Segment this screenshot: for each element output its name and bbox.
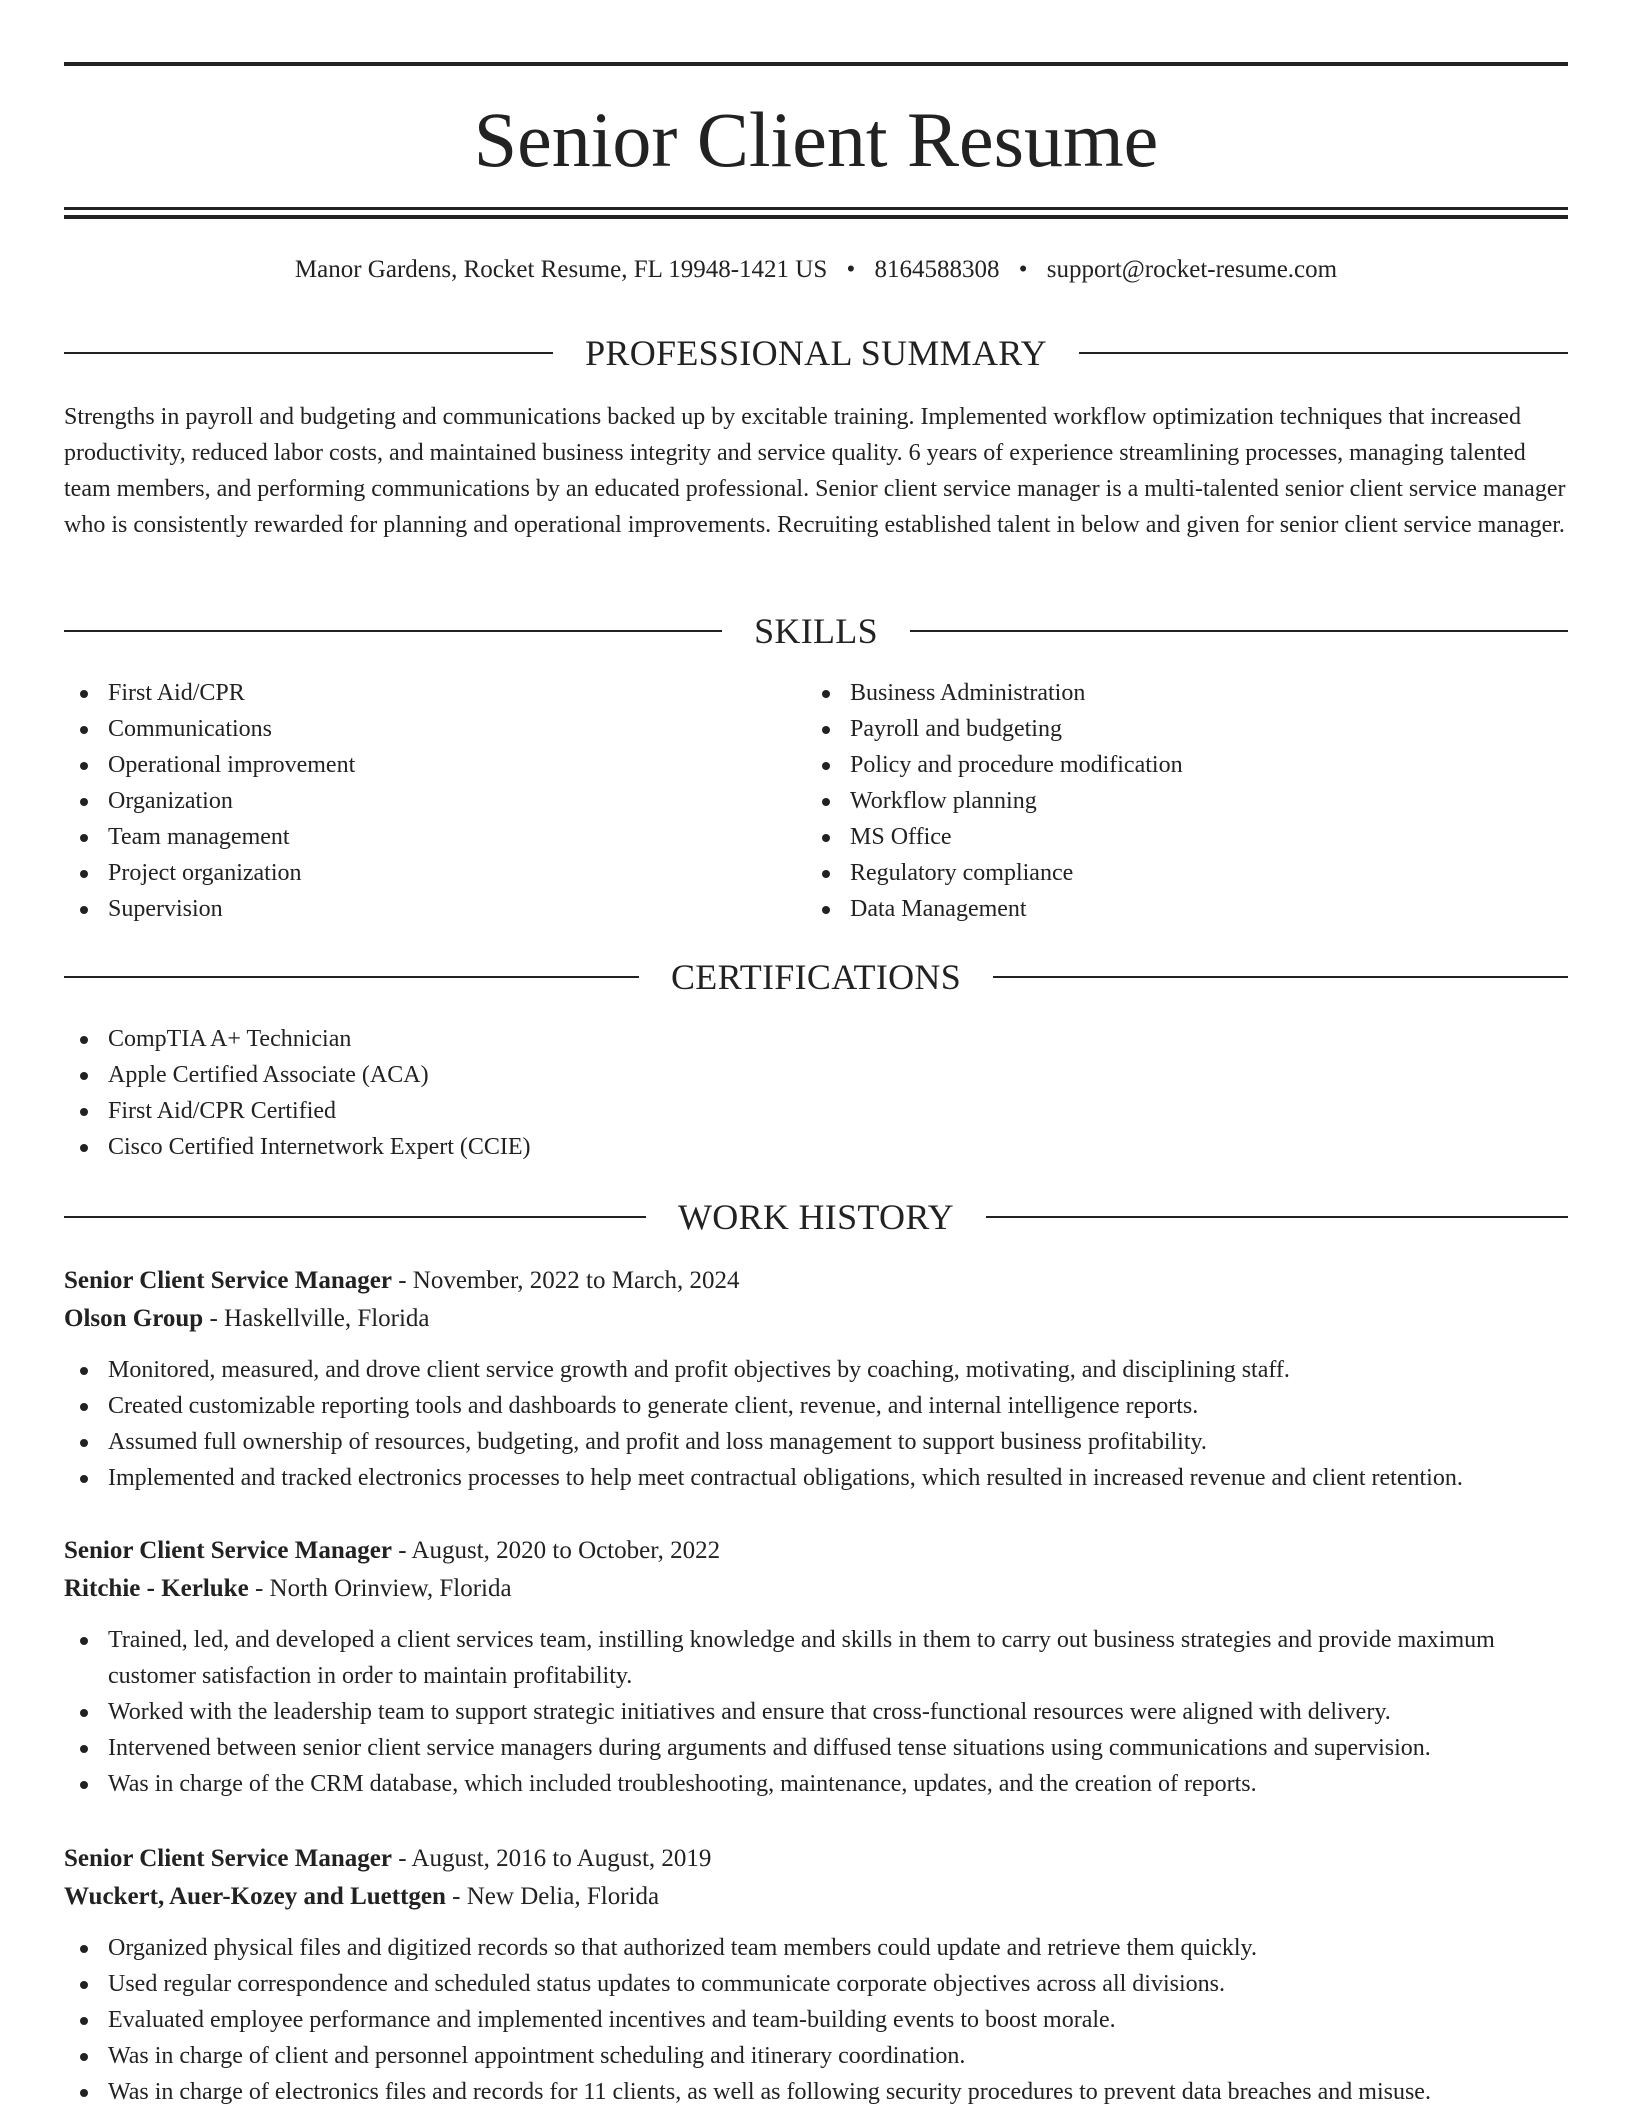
skill-item	[806, 747, 1568, 783]
job-company: Ritchie - Kerluke	[64, 1575, 249, 1602]
contact-line	[64, 252, 1568, 288]
skill-label: MS Office	[850, 824, 952, 850]
job-bullet-text: Was in charge of client and personnel appointment scheduling and itinerary coordination.	[108, 2043, 966, 2069]
bullet-dot	[80, 1403, 88, 1411]
certification-label: CompTIA A+ Technician	[108, 1026, 352, 1052]
section-rule-left	[64, 1216, 646, 1218]
job-bullet	[64, 1766, 1568, 1802]
job-bullet-text: Created customizable reporting tools and dashboards to generate client, revenue, and internal intelligence reports.	[108, 1393, 1199, 1419]
job-bullet-text: Worked with the leadership team to support strategic initiatives and ensure that cross-functional resources were aligned with delivery.	[108, 1699, 1391, 1725]
skill-item	[64, 783, 806, 819]
bullet-dot	[80, 870, 88, 878]
skill-label: Team management	[108, 824, 290, 850]
job-title-line	[64, 1840, 1568, 1878]
job-company-line	[64, 1300, 1568, 1338]
skill-item	[806, 711, 1568, 747]
top-rule	[64, 62, 1568, 66]
job-bullet-text: Was in charge of electronics files and records for 11 clients, as well as following security procedures to prevent data breaches and misuse.	[108, 2079, 1431, 2105]
job-bullet-text: Implemented and tracked electronics processes to help meet contractual obligations, which resulted in increased revenue and client retention.	[108, 1465, 1463, 1491]
contact-address: Manor Gardens, Rocket Resume, FL 19948-1421 US	[294, 256, 828, 283]
job-bullet	[64, 2074, 1568, 2110]
skills-list-left	[64, 675, 806, 927]
job-dates: - November, 2022 to March, 2024	[391, 1267, 740, 1294]
certification-label: Cisco Certified Internetwork Expert (CCIE)	[108, 1134, 531, 1160]
skill-label: First Aid/CPR	[108, 680, 245, 706]
section-title-skills: SKILLS	[754, 611, 878, 651]
job-dates: - August, 2020 to October, 2022	[391, 1537, 721, 1564]
bullet-dot	[80, 1439, 88, 1447]
job-bullet-text: Organized physical files and digitized records so that authorized team members could update and retrieve them quickly.	[108, 1935, 1257, 1961]
job-bullet-text: Used regular correspondence and scheduled status updates to communicate corporate objectives across all divisions.	[108, 1971, 1225, 1997]
section-rule-left	[64, 976, 639, 978]
bullet-dot	[80, 1945, 88, 1953]
bullet-dot	[822, 726, 830, 734]
section-rule-right	[993, 976, 1568, 978]
skill-label: Payroll and budgeting	[850, 716, 1062, 742]
job-bullet	[64, 1424, 1568, 1460]
section-header-skills	[64, 609, 1568, 653]
job-location: - New Delia, Florida	[445, 1883, 660, 1910]
skill-item	[806, 855, 1568, 891]
section-title-summary: PROFESSIONAL SUMMARY	[585, 333, 1047, 373]
bullet-dot	[80, 1637, 88, 1645]
bullet-dot	[80, 1745, 88, 1753]
job-bullet	[64, 1388, 1568, 1424]
section-header-summary	[64, 331, 1568, 375]
job-bullet	[64, 2002, 1568, 2038]
certification-item	[64, 1021, 1568, 1057]
bullet-dot	[822, 906, 830, 914]
bullet-dot	[80, 762, 88, 770]
job-dates: - August, 2016 to August, 2019	[391, 1845, 712, 1872]
bullet-dot	[822, 834, 830, 842]
bullet-dot	[80, 1475, 88, 1483]
skill-item	[806, 675, 1568, 711]
contact-separator: •	[1018, 256, 1028, 283]
section-header-work-history	[64, 1195, 1568, 1239]
job-company: Wuckert, Auer-Kozey and Luettgen	[64, 1883, 446, 1910]
job-entry	[64, 1532, 1568, 1802]
skill-item	[64, 747, 806, 783]
job-bullet-text: Evaluated employee performance and implemented incentives and team-building events to boost morale.	[108, 2007, 1116, 2033]
bullet-dot	[80, 726, 88, 734]
job-bullet-text: Was in charge of the CRM database, which included troubleshooting, maintenance, updates, and the creation of reports.	[108, 1771, 1257, 1797]
skill-item	[64, 819, 806, 855]
bullet-dot	[80, 1981, 88, 1989]
bullet-dot	[80, 1072, 88, 1080]
certification-item	[64, 1057, 1568, 1093]
certification-item	[64, 1093, 1568, 1129]
bullet-dot	[80, 798, 88, 806]
bullet-dot	[80, 1036, 88, 1044]
certifications-list	[64, 1021, 1568, 1165]
bullet-dot	[80, 1367, 88, 1375]
job-entry	[64, 1262, 1568, 1496]
skill-item	[806, 891, 1568, 927]
skill-label: Regulatory compliance	[850, 860, 1074, 886]
skill-item	[806, 819, 1568, 855]
section-rule-right	[986, 1216, 1568, 1218]
job-bullet	[64, 1352, 1568, 1388]
bullet-dot	[80, 1144, 88, 1152]
job-bullets	[64, 1930, 1568, 2110]
job-bullet	[64, 2038, 1568, 2074]
bullet-dot	[80, 906, 88, 914]
job-bullet	[64, 1460, 1568, 1496]
job-company-line	[64, 1570, 1568, 1608]
section-rule-right	[910, 630, 1568, 632]
contact-phone: 8164588308	[874, 256, 1000, 283]
skill-label: Business Administration	[850, 680, 1086, 706]
job-bullet	[64, 1730, 1568, 1766]
bullet-dot	[80, 834, 88, 842]
contact-email[interactable]: support@rocket-resume.com	[1046, 256, 1338, 283]
skill-item	[64, 891, 806, 927]
bullet-dot	[822, 690, 830, 698]
job-bullet-text: Monitored, measured, and drove client service growth and profit objectives by coaching, motivating, and disciplining staff.	[108, 1357, 1290, 1383]
skill-item	[806, 783, 1568, 819]
summary-paragraph: Strengths in payroll and budgeting and communications backed up by excitable training. Implemented workflow optimization techniques that increased productivity, reduced labor costs, and maintained business integrity and service quality. 6 years of experience streamlining processes, managing talented team members, and performing communications by an educated professional. Senior client service manager is a multi-talented senior client service manager who is consistently rewarded for planning and operational improvements. Recruiting established talent in below and given for senior client service manager.	[64, 404, 1566, 538]
certification-item	[64, 1129, 1568, 1165]
job-bullets	[64, 1622, 1568, 1802]
section-header-certifications	[64, 955, 1568, 999]
job-title: Senior Client Service Manager	[64, 1537, 392, 1564]
job-bullet-text: Trained, led, and developed a client services team, instilling knowledge and skills in them to carry out business strategies and provide maximum customer satisfaction in order to maintain profitability.	[108, 1627, 1495, 1689]
job-company: Olson Group	[64, 1305, 204, 1332]
certification-label: Apple Certified Associate (ACA)	[108, 1062, 429, 1088]
section-rule-left	[64, 352, 553, 354]
resume-title: Senior Client Resume	[473, 96, 1159, 183]
bullet-dot	[822, 798, 830, 806]
job-company-line	[64, 1878, 1568, 1916]
job-title: Senior Client Service Manager	[64, 1267, 392, 1294]
job-bullet	[64, 1694, 1568, 1730]
bullet-dot	[822, 762, 830, 770]
job-bullets	[64, 1352, 1568, 1496]
job-bullet	[64, 1930, 1568, 1966]
certification-label: First Aid/CPR Certified	[108, 1098, 337, 1124]
section-rule-right	[1079, 352, 1568, 354]
bullet-dot	[80, 2053, 88, 2061]
skill-label: Policy and procedure modification	[850, 752, 1183, 778]
skill-label: Operational improvement	[108, 752, 356, 778]
skill-label: Supervision	[108, 896, 223, 922]
section-title-work-history: WORK HISTORY	[678, 1197, 954, 1237]
contact-separator: •	[846, 256, 856, 283]
job-title-line	[64, 1262, 1568, 1300]
section-title-certifications: CERTIFICATIONS	[670, 957, 962, 997]
job-bullet-text: Intervened between senior client service managers during arguments and diffused tense situations using communications and supervision.	[108, 1735, 1431, 1761]
job-location: - Haskellville, Florida	[203, 1305, 430, 1332]
skill-label: Project organization	[108, 860, 302, 886]
bullet-dot	[80, 1781, 88, 1789]
skill-label: Communications	[108, 716, 272, 742]
title-rule-upper	[64, 207, 1568, 210]
skill-label: Workflow planning	[850, 788, 1037, 814]
job-title-line	[64, 1532, 1568, 1570]
section-rule-left	[64, 630, 722, 632]
job-bullet	[64, 1622, 1568, 1694]
skill-item	[64, 675, 806, 711]
job-entry	[64, 1840, 1568, 2110]
skill-label: Data Management	[850, 896, 1027, 922]
bullet-dot	[822, 870, 830, 878]
title-rule-lower	[64, 215, 1568, 219]
skill-item	[64, 855, 806, 891]
job-bullet	[64, 1966, 1568, 2002]
skills-list-right	[806, 675, 1568, 927]
bullet-dot	[80, 1709, 88, 1717]
job-bullet-text: Assumed full ownership of resources, budgeting, and profit and loss management to support business profitability.	[108, 1429, 1207, 1455]
bullet-dot	[80, 1108, 88, 1116]
bullet-dot	[80, 2089, 88, 2097]
bullet-dot	[80, 690, 88, 698]
skill-label: Organization	[108, 788, 233, 814]
bullet-dot	[80, 2017, 88, 2025]
skill-item	[64, 711, 806, 747]
job-location: - North Orinview, Florida	[248, 1575, 512, 1602]
job-title: Senior Client Service Manager	[64, 1845, 392, 1872]
